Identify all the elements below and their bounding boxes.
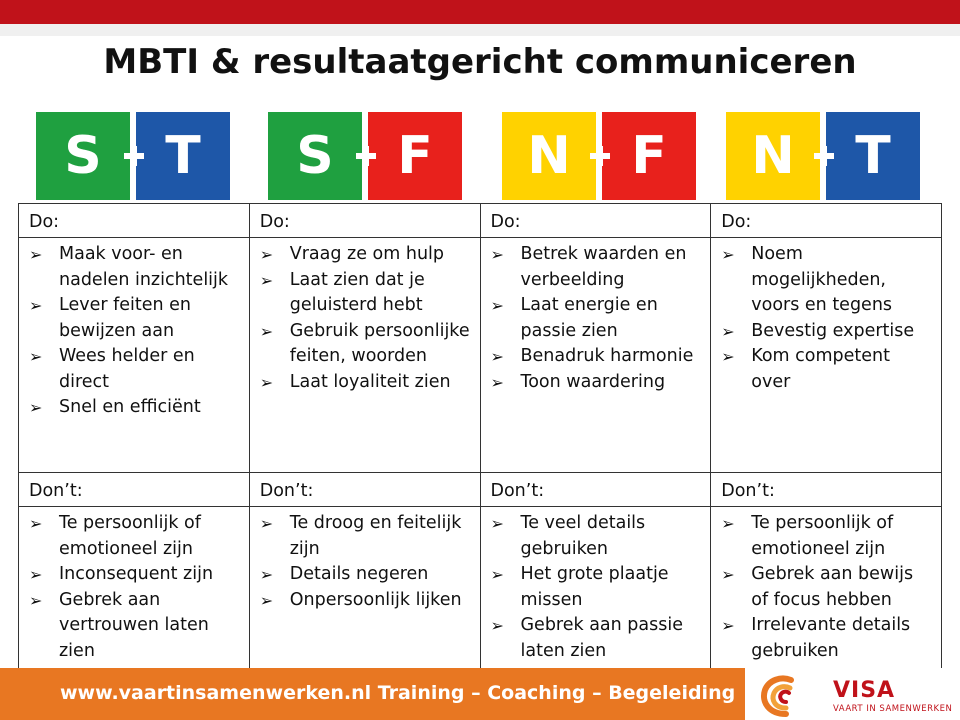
dont-list <box>29 511 241 664</box>
page-title: MBTI & resultaatgericht communiceren <box>103 42 857 82</box>
do-cell <box>19 238 250 473</box>
type-letter: S <box>64 126 102 186</box>
bullet-item: ➢ Noem mogelijkheden, voors en tegens <box>721 242 933 319</box>
bullet-item: ➢ Benadruk harmonie <box>491 344 703 370</box>
do-cell <box>711 238 942 473</box>
bullet-item: ➢ Te persoonlijk of emotioneel zijn <box>29 511 241 562</box>
do-header-cell: Do: <box>249 204 480 238</box>
do-header-cell: Do: <box>711 204 942 238</box>
do-header-cell: Do: <box>480 204 711 238</box>
do-list <box>260 242 472 395</box>
bullet-item: ➢ Gebrek aan bewijs of focus hebben <box>721 562 933 613</box>
dont-list <box>721 511 933 664</box>
do-row <box>19 238 942 473</box>
type-logo-nt <box>726 112 922 200</box>
bullet-item: ➢ Te droog en feitelijk zijn <box>260 511 472 562</box>
bullet-item: ➢ Laat energie en passie zien <box>491 293 703 344</box>
plus-icon <box>590 146 610 166</box>
do-list <box>29 242 241 421</box>
do-header-row <box>19 204 942 238</box>
type-letter: S <box>296 126 334 186</box>
bullet-item: ➢ Gebrek aan vertrouwen laten zien <box>29 588 241 665</box>
bullet-item: ➢ Gebrek aan passie laten zien <box>491 613 703 664</box>
bullet-item: ➢ Betrek waarden en verbeelding <box>491 242 703 293</box>
dont-cell <box>711 507 942 678</box>
bullet-item: ➢ Snel en efficiënt <box>29 395 241 421</box>
dont-list <box>260 511 472 613</box>
type-letter: N <box>751 126 795 186</box>
bullet-item: ➢ Irrelevante details gebruiken <box>721 613 933 664</box>
do-list <box>721 242 933 395</box>
bullet-item: ➢ Details negeren <box>260 562 472 588</box>
brand-tagline: VAART IN SAMENWERKEN <box>833 704 953 714</box>
do-header-cell: Do: <box>19 204 250 238</box>
bullet-item: ➢ Vraag ze om hulp <box>260 242 472 268</box>
type-letter-tile <box>726 112 820 200</box>
bullet-item: ➢ Wees helder en direct <box>29 344 241 395</box>
brand-name: VISA <box>833 678 896 703</box>
dont-header-row <box>19 473 942 507</box>
type-logo-sf <box>268 112 464 200</box>
type-letter-tile <box>36 112 130 200</box>
dont-cell <box>249 507 480 678</box>
bullet-item: ➢ Toon waardering <box>491 370 703 396</box>
plus-icon <box>814 146 834 166</box>
communication-table <box>18 203 942 678</box>
do-cell <box>249 238 480 473</box>
plus-icon <box>124 146 144 166</box>
dont-header-cell: Don’t: <box>19 473 250 507</box>
bullet-item: ➢ Maak voor- en nadelen inzichtelijk <box>29 242 241 293</box>
dont-cell <box>480 507 711 678</box>
bullet-item: ➢ Gebruik persoonlijke feiten, woorden <box>260 319 472 370</box>
dont-header-cell: Don’t: <box>711 473 942 507</box>
type-letter-tile <box>368 112 462 200</box>
bullet-item: ➢ Kom competent over <box>721 344 933 395</box>
bullet-item: ➢ Laat loyaliteit zien <box>260 370 472 396</box>
type-logo-st <box>36 112 232 200</box>
type-letter-tile <box>826 112 920 200</box>
type-letter: T <box>855 126 891 186</box>
type-letter-tile <box>136 112 230 200</box>
bullet-item: ➢ Onpersoonlijk lijken <box>260 588 472 614</box>
top-divider <box>0 24 960 36</box>
brand-block <box>745 668 960 720</box>
type-letter-tile <box>268 112 362 200</box>
type-letter: F <box>631 126 667 186</box>
footer-text[interactable]: www.vaartinsamenwerken.nl Training – Coaching – Begeleiding <box>60 682 736 704</box>
do-list <box>491 242 703 395</box>
type-letter: F <box>397 126 433 186</box>
swirl-logo-icon <box>751 668 821 720</box>
dont-list <box>491 511 703 664</box>
bullet-item: ➢ Inconsequent zijn <box>29 562 241 588</box>
plus-icon <box>356 146 376 166</box>
type-logo-nf <box>502 112 698 200</box>
type-letter: N <box>527 126 571 186</box>
type-letter-tile <box>502 112 596 200</box>
dont-header-cell: Don’t: <box>480 473 711 507</box>
dont-cell <box>19 507 250 678</box>
bullet-item: ➢ Het grote plaatje missen <box>491 562 703 613</box>
bullet-item: ➢ Te persoonlijk of emotioneel zijn <box>721 511 933 562</box>
top-accent-bar <box>0 0 960 24</box>
bullet-item: ➢ Lever feiten en bewijzen aan <box>29 293 241 344</box>
type-letter-tile <box>602 112 696 200</box>
bullet-item: ➢ Te veel details gebruiken <box>491 511 703 562</box>
dont-header-cell: Don’t: <box>249 473 480 507</box>
footer-bar <box>0 668 745 720</box>
type-letter: T <box>165 126 201 186</box>
bullet-item: ➢ Laat zien dat je geluisterd hebt <box>260 268 472 319</box>
dont-row <box>19 507 942 678</box>
do-cell <box>480 238 711 473</box>
bullet-item: ➢ Bevestig expertise <box>721 319 933 345</box>
